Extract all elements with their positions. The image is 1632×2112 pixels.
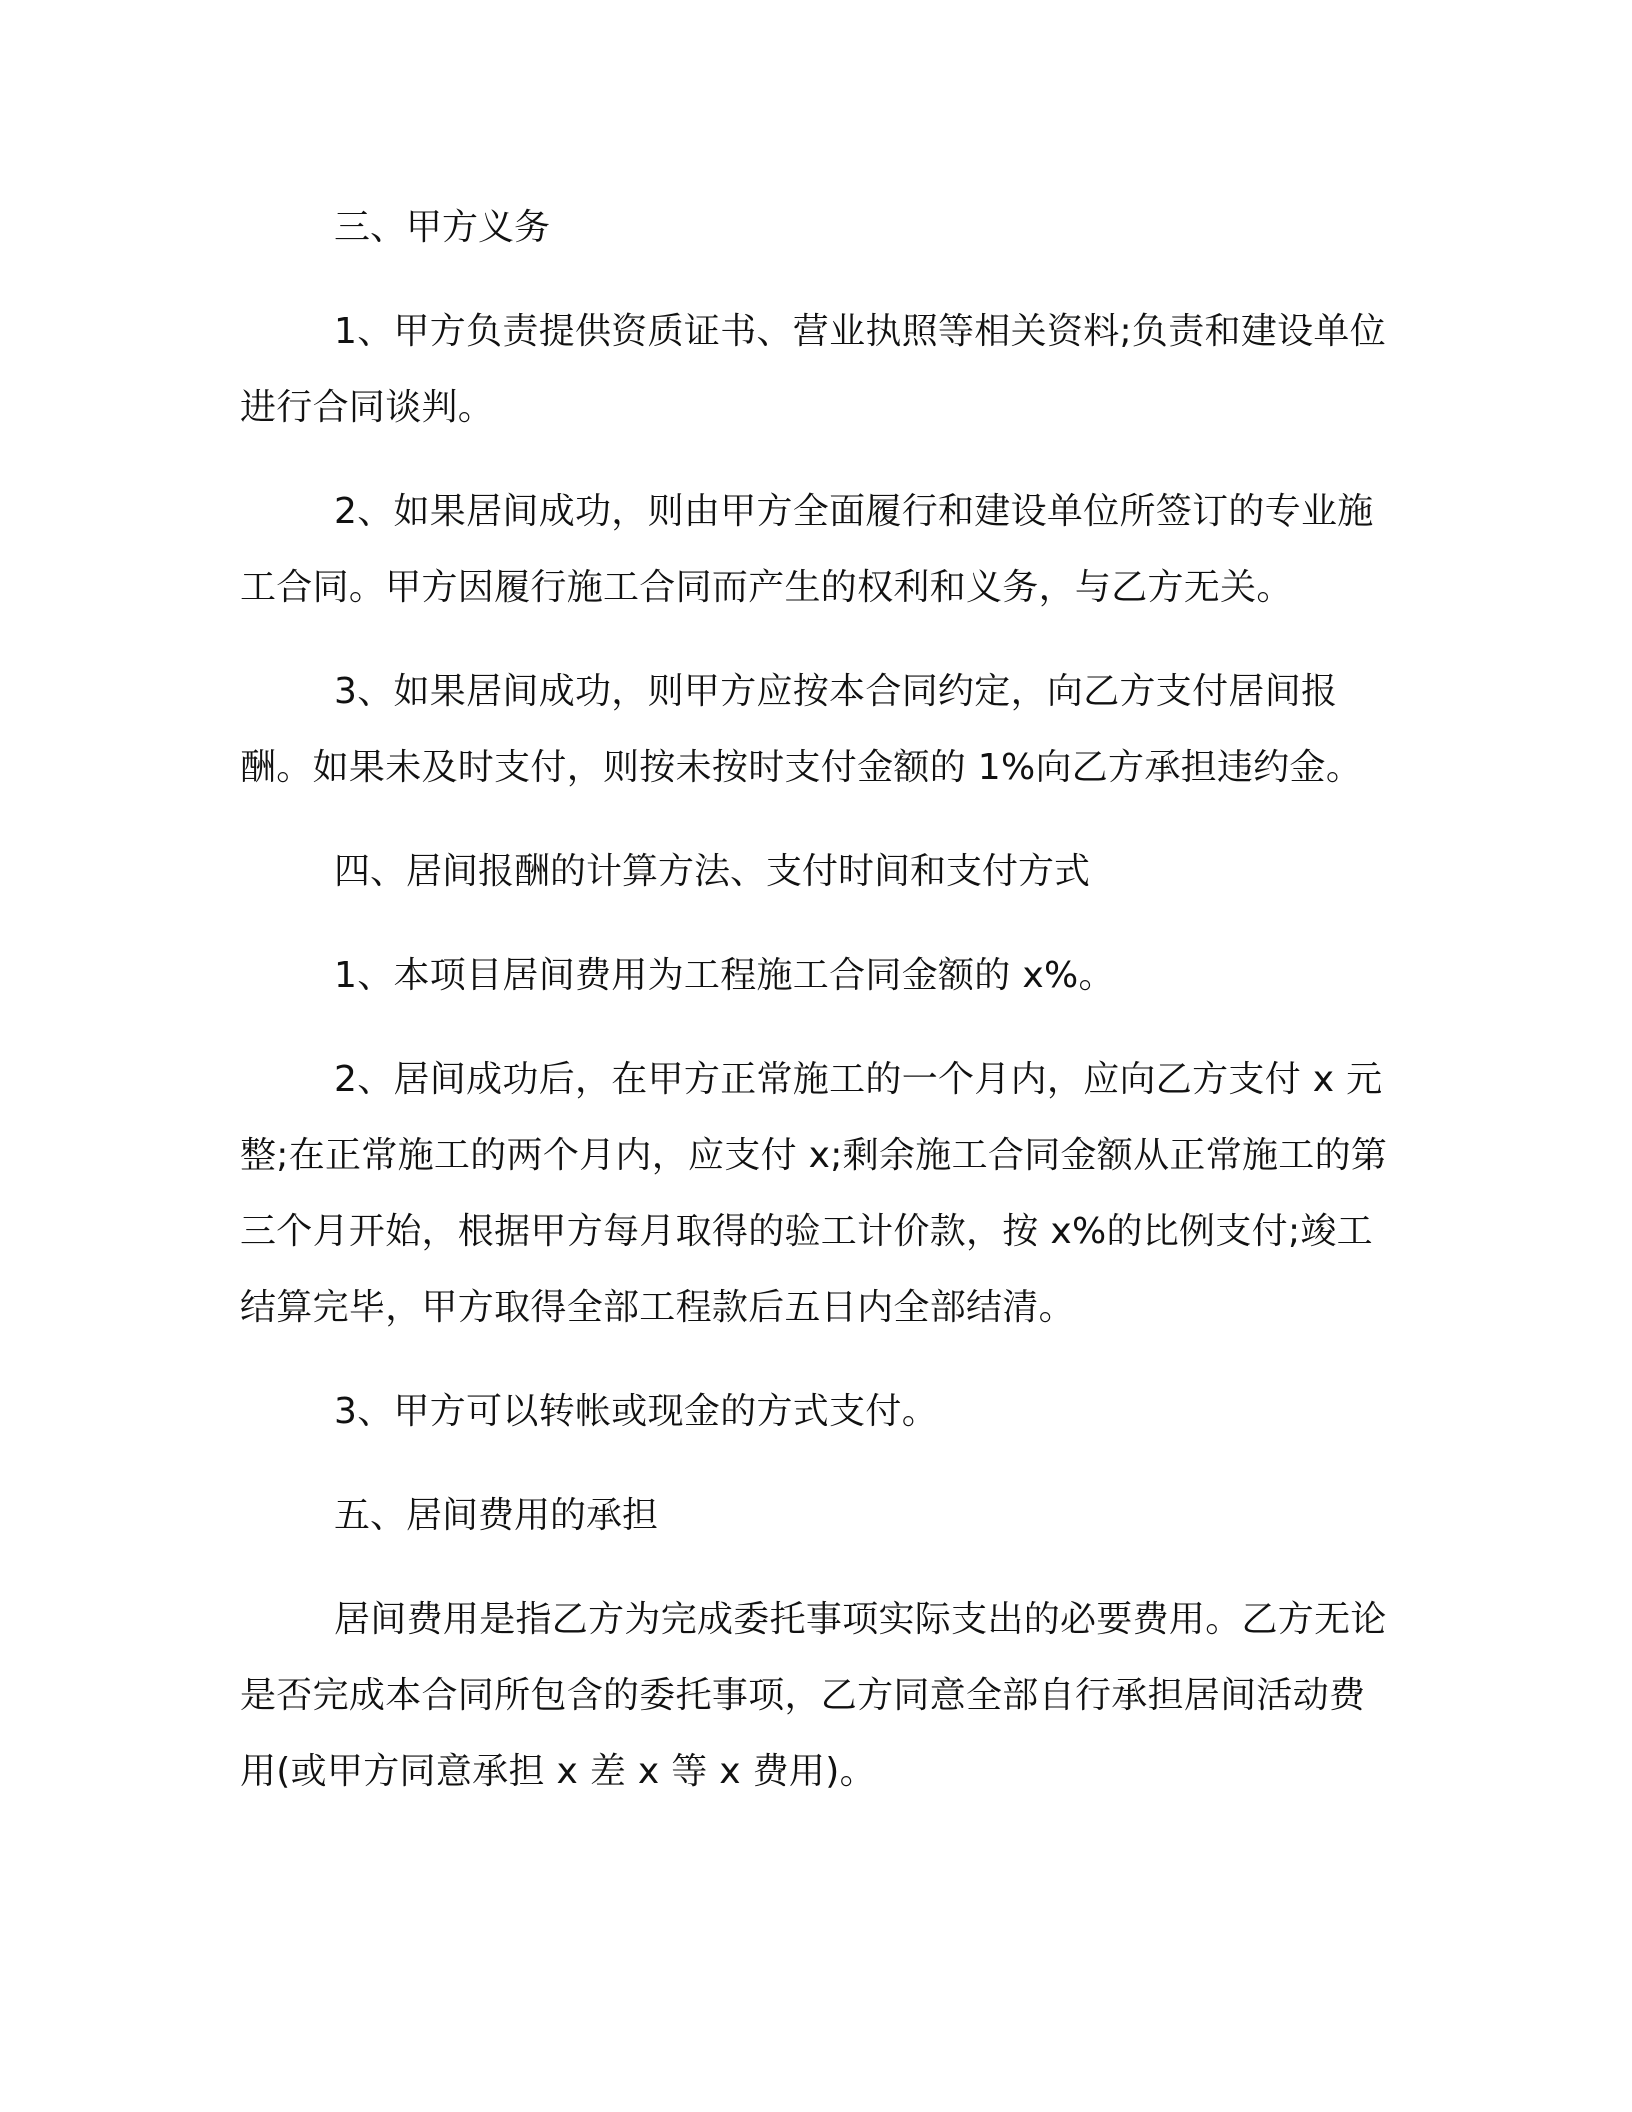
section-heading-payment: 四、居间报酬的计算方法、支付时间和支付方式 [334,851,1091,892]
clause-3-1: 1、甲方负责提供资质证书、营业执照等相关资料;负责和建设单位进行合同谈判。 [240,311,1387,428]
document-body [240,190,1400,1838]
clause-4-1: 1、本项目居间费用为工程施工合同金额的 x%。 [334,955,1115,996]
clause-4-3: 3、甲方可以转帐或现金的方式支付。 [334,1391,939,1432]
clause-4-2: 2、居间成功后，在甲方正常施工的一个月内，应向乙方支付 x 元整;在正常施工的两个月内，应支付 x;剩余施工合同金额从正常施工的第三个月开始，根据甲方每月取得的验工计价款，按 x%的比例支付;竣工结算完毕，甲方取得全部工程款后五日内全部结清。 [240,1059,1388,1328]
clause-5-1: 居间费用是指乙方为完成委托事项实际支出的必要费用。乙方无论是否完成本合同所包含的委托事项，乙方同意全部自行承担居间活动费用(或甲方同意承担 x 差 x 等 x 费用)。 [240,1599,1387,1792]
clause-3-2: 2、如果居间成功，则由甲方全面履行和建设单位所签订的专业施工合同。甲方因履行施工合同而产生的权利和义务，与乙方无关。 [240,491,1374,608]
section-heading-obligations: 三、甲方义务 [334,207,551,248]
section-heading-expenses: 五、居间费用的承担 [334,1495,659,1536]
clause-3-3: 3、如果居间成功，则甲方应按本合同约定，向乙方支付居间报酬。如果未及时支付，则按未按时支付金额的 1%向乙方承担违约金。 [240,671,1363,788]
